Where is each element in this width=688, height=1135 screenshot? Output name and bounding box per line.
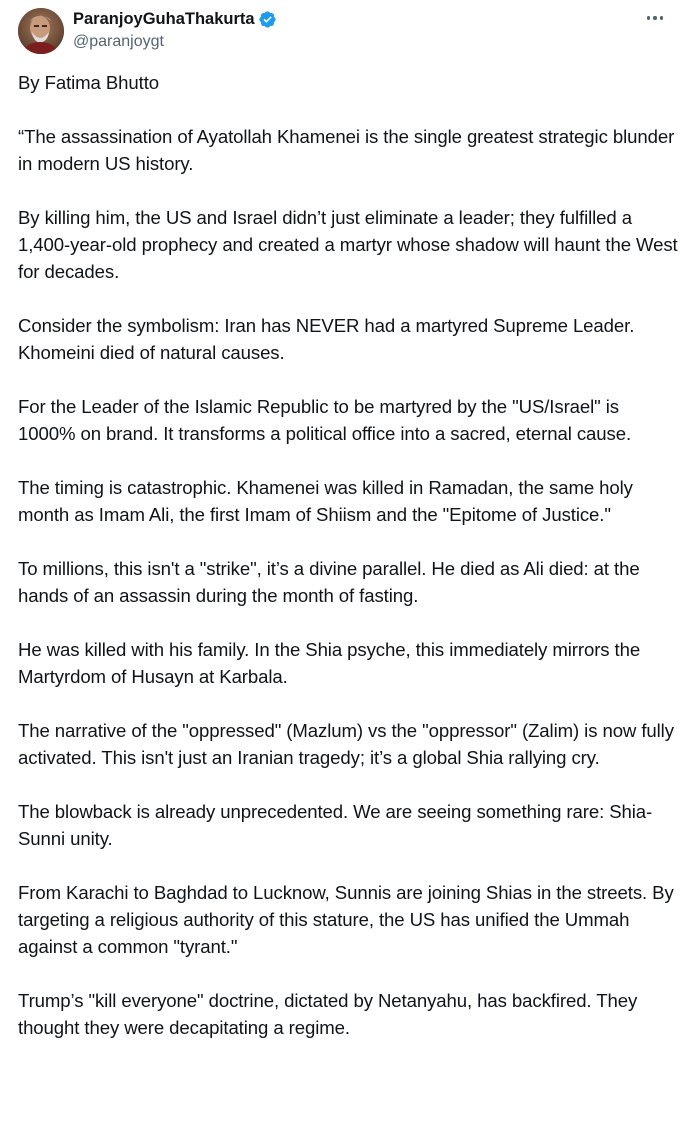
more-dot — [647, 16, 651, 20]
tweet-paragraph: “The assassination of Ayatollah Khamenei is the single greatest strategic blunder in modern US history. — [18, 126, 675, 174]
avatar[interactable] — [18, 8, 64, 54]
more-dot — [653, 16, 657, 20]
tweet-paragraph: For the Leader of the Islamic Republic to be martyred by the "US/Israel" is 1000% on brand. It transforms a political office into a sacred, eternal cause. — [18, 396, 632, 444]
profile-photo-avatar — [18, 8, 64, 54]
display-name[interactable]: ParanjoyGuhaThakurta — [73, 10, 255, 28]
handle[interactable]: @paranjoygt — [73, 33, 164, 50]
tweet-paragraph: The narrative of the "oppressed" (Mazlum) vs the "oppressor" (Zalim) is now fully activated. This isn't just an Iranian tragedy; it’s a global Shia rallying cry. — [18, 720, 674, 768]
tweet-paragraph: The blowback is already unprecedented. We are seeing something rare: Shia-Sunni unity. — [18, 801, 653, 849]
tweet-paragraph: By Fatima Bhutto — [18, 72, 160, 93]
more-options-icon[interactable] — [642, 8, 668, 28]
author-names — [73, 8, 277, 53]
tweet-header — [18, 6, 670, 58]
verified-badge-icon[interactable] — [258, 10, 277, 29]
tweet-paragraph: By killing him, the US and Israel didn’t just eliminate a leader; they fulfilled a 1,400-year-old prophecy and created a martyr whose shadow will haunt the West for decades. — [18, 207, 678, 282]
more-dot — [660, 16, 664, 20]
tweet-text — [18, 69, 678, 1041]
tweet-paragraph: From Karachi to Baghdad to Lucknow, Sunnis are joining Shias in the streets. By targeting a religious authority of this stature, the US has unified the Ummah against a common "tyrant." — [18, 882, 674, 957]
display-name-row — [73, 8, 277, 30]
tweet-paragraph: The timing is catastrophic. Khamenei was killed in Ramadan, the same holy month as Imam Ali, the first Imam of Shiism and the "Epitome of Justice." — [18, 477, 633, 525]
tweet-paragraph: Consider the symbolism: Iran has NEVER had a martyred Supreme Leader. Khomeini died of natural causes. — [18, 315, 635, 363]
tweet-paragraph: Trump’s "kill everyone" doctrine, dictated by Netanyahu, has backfired. They thought they were decapitating a regime. — [18, 990, 638, 1038]
tweet-paragraph: To millions, this isn't a "strike", it’s a divine parallel. He died as Ali died: at the hands of an assassin during the month of fasting. — [18, 558, 640, 606]
tweet-paragraph: He was killed with his family. In the Shia psyche, this immediately mirrors the Martyrdom of Husayn at Karbala. — [18, 639, 641, 687]
